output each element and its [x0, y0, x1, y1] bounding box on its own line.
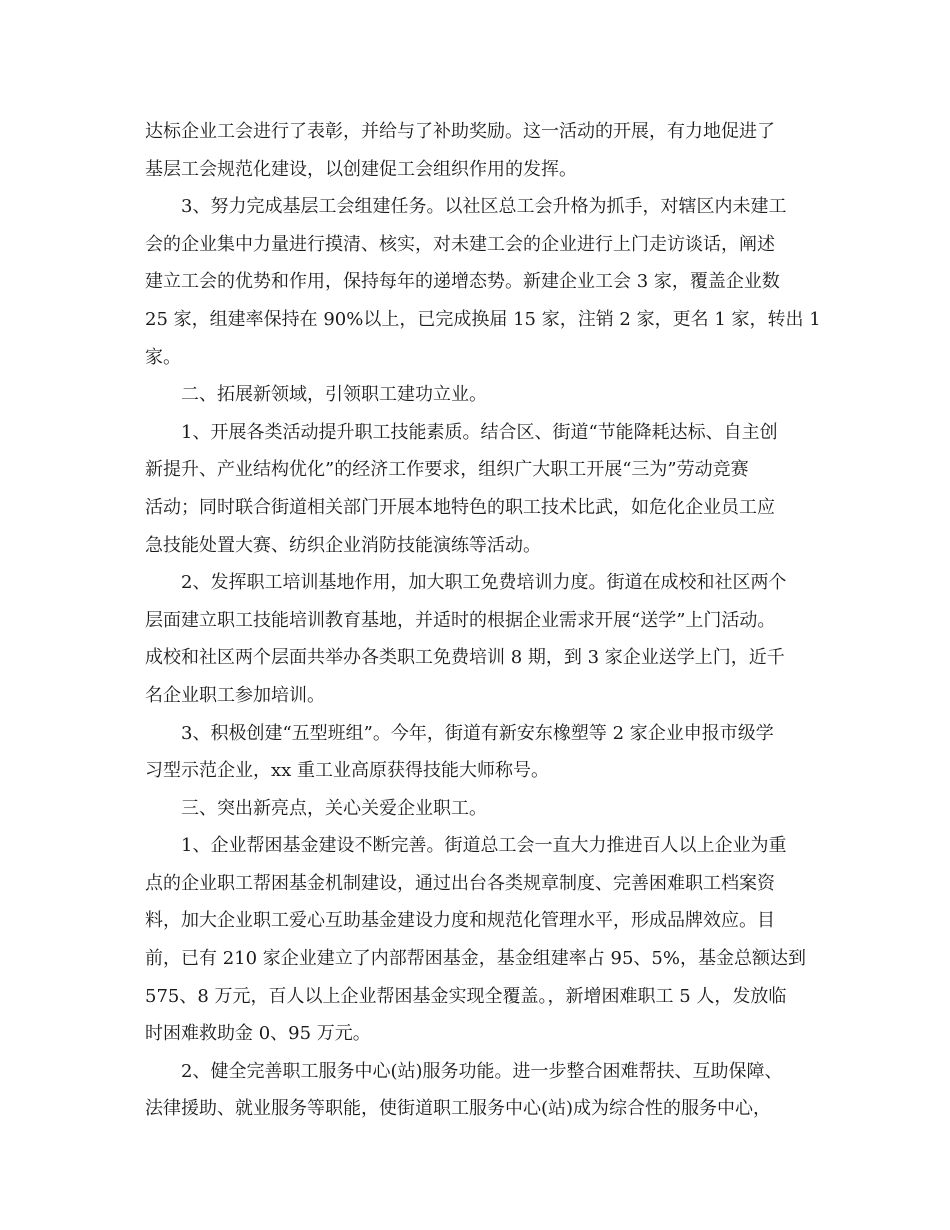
paragraph	[145, 715, 805, 790]
text-line: 层面建立职工技能培训教育基地，并适时的根据企业需求开展“送学”上门活动。	[145, 609, 776, 631]
text-line: 急技能处置大赛、纺织企业消防技能演练等活动。	[145, 534, 541, 556]
text-line: 成校和社区两个层面共举办各类职工免费培训 8 期，到 3 家企业送学上门，近千	[145, 647, 785, 669]
text-line: 法律援助、就业服务等职能，使街道职工服务中心(站)成为综合性的服务中心，	[145, 1098, 772, 1120]
paragraph	[145, 1053, 805, 1128]
paragraph	[145, 827, 805, 1053]
text-line: 会的企业集中力量进行摸清、核实，对未建工会的企业进行上门走访谈话，阐述	[145, 233, 775, 255]
text-line: 基层工会规范化建设，以创建促工会组织作用的发挥。	[145, 158, 577, 180]
text-line: 时困难救助金 0、95 万元。	[145, 1023, 371, 1045]
text-line: 25 家，组建率保持在 90%以上，已完成换届 15 家，注销 2 家，更名 1 家，转出 1	[145, 308, 821, 330]
paragraph	[145, 790, 805, 828]
paragraph	[145, 564, 805, 714]
text-line: 3、积极创建“五型班组”。今年，街道有新安东橡塑等 2 家企业申报市级学	[181, 722, 774, 744]
text-line: 点的企业职工帮困基金机制建设，通过出台各类规章制度、完善困难职工档案资	[145, 872, 775, 894]
paragraph	[145, 113, 805, 188]
text-line: 1、企业帮困基金建设不断完善。街道总工会一直大力推进百人以上企业为重	[181, 835, 787, 857]
text-line: 习型示范企业，xx 重工业高原获得技能大师称号。	[145, 760, 550, 782]
text-line: 2、健全完善职工服务中心(站)服务功能。进一步整合困难帮扶、互助保障、	[181, 1060, 783, 1082]
text-line: 三、突出新亮点，关心关爱企业职工。	[181, 797, 487, 819]
text-line: 前，已有 210 家企业建立了内部帮困基金，基金组建率占 95、5%，基金总额达到	[145, 948, 806, 970]
text-line: 家。	[145, 346, 181, 368]
document-body	[145, 113, 821, 1128]
text-line: 二、拓展新领域，引领职工建功立业。	[181, 384, 487, 406]
paragraph	[145, 188, 821, 376]
paragraph	[145, 376, 805, 414]
paragraph	[145, 414, 805, 564]
text-line: 活动；同时联合街道相关部门开展本地特色的职工技术比武，如危化企业员工应	[145, 496, 775, 518]
text-line: 1、开展各类活动提升职工技能素质。结合区、街道“节能降耗达标、自主创	[181, 421, 778, 443]
text-line: 2、发挥职工培训基地作用，加大职工免费培训力度。街道在成校和社区两个	[181, 572, 787, 594]
text-line: 3、努力完成基层工会组建任务。以社区总工会升格为抓手，对辖区内未建工	[181, 196, 787, 218]
text-line: 料，加大企业职工爱心互助基金建设力度和规范化管理水平，形成品牌效应。目	[145, 910, 775, 932]
text-line: 名企业职工参加培训。	[145, 684, 325, 706]
text-line: 达标企业工会进行了表彰，并给与了补助奖励。这一活动的开展，有力地促进了	[145, 121, 775, 142]
text-line: 575、8 万元，百人以上企业帮困基金实现全覆盖。，新增困难职工 5 人，发放临	[145, 985, 787, 1007]
text-line: 新提升、产业结构优化”的经济工作要求，组织广大职工开展“三为”劳动竞赛	[145, 459, 749, 481]
text-line: 建立工会的优势和作用，保持每年的递增态势。新建企业工会 3 家，覆盖企业数	[145, 271, 780, 293]
